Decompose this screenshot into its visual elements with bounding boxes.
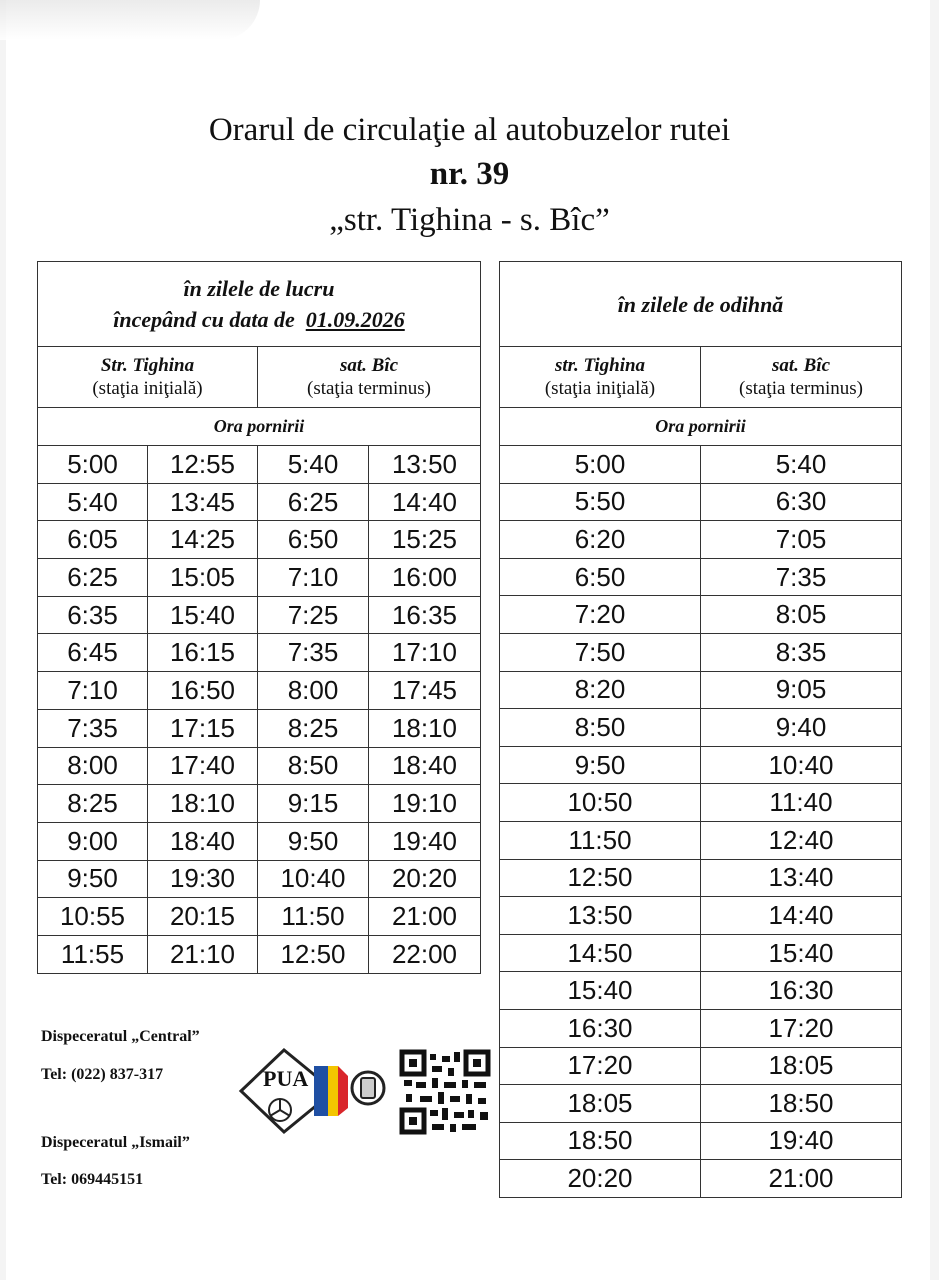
weekends-row [500, 1160, 902, 1198]
weekends-row [500, 1085, 902, 1123]
weekdays-time-cell: 15:25 [369, 521, 481, 559]
weekends-time-cell: 18:05 [701, 1047, 902, 1085]
weekdays-row [38, 446, 481, 484]
weekdays-time-cell: 20:15 [148, 898, 258, 936]
route-name: „str. Tighina - s. Bîc” [329, 202, 610, 238]
weekends-row [500, 821, 902, 859]
weekends-row [500, 633, 902, 671]
weekdays-time-cell: 19:10 [369, 785, 481, 823]
weekdays-time-cell: 5:40 [38, 483, 148, 521]
weekdays-time-cell: 13:45 [148, 483, 258, 521]
weekdays-row [38, 521, 481, 559]
weekdays-time-cell: 17:15 [148, 709, 258, 747]
weekend-col-bic [701, 347, 902, 408]
weekends-time-cell: 19:40 [701, 1122, 902, 1160]
weekends-time-cell: 5:00 [500, 446, 701, 484]
dispatcher-ismail-phone: Tel: 069445151 [41, 1171, 144, 1188]
weekends-time-cell: 6:30 [701, 483, 902, 521]
weekdays-time-cell: 9:50 [38, 860, 148, 898]
weekends-time-cell: 7:50 [500, 633, 701, 671]
weekdays-time-cell: 7:10 [258, 559, 369, 597]
weekdays-time-cell: 8:25 [258, 709, 369, 747]
weekends-time-cell: 18:50 [701, 1085, 902, 1123]
weekdays-time-cell: 12:55 [148, 446, 258, 484]
weekdays-row [38, 935, 481, 973]
weekdays-time-cell: 6:45 [38, 634, 148, 672]
weekdays-time-cell: 14:40 [369, 483, 481, 521]
weekends-time-cell: 14:40 [701, 897, 902, 935]
weekdays-time-cell: 18:40 [369, 747, 481, 785]
weekends-time-cell: 10:50 [500, 784, 701, 822]
weekdays-row [38, 822, 481, 860]
weekday-start-date: 01.09.2026 [305, 307, 405, 332]
weekdays-time-cell: 8:00 [258, 672, 369, 710]
weekdays-time-cell: 17:40 [148, 747, 258, 785]
weekdays-time-cell: 5:40 [258, 446, 369, 484]
weekdays-row [38, 483, 481, 521]
weekday-heading [38, 262, 481, 347]
weekdays-row [38, 634, 481, 672]
dispatcher-central-phone: Tel: (022) 837-317 [41, 1066, 164, 1083]
weekdays-time-cell: 10:55 [38, 898, 148, 936]
weekends-row [500, 934, 902, 972]
dispatcher-central: Dispeceratul „Central” [41, 1028, 200, 1045]
weekends-time-cell: 12:40 [701, 821, 902, 859]
weekdays-time-cell: 8:25 [38, 785, 148, 823]
weekday-schedule-table [37, 261, 481, 974]
weekday-departure-label: Ora pornirii [38, 408, 481, 446]
weekdays-row [38, 898, 481, 936]
weekends-time-cell: 16:30 [701, 972, 902, 1010]
weekdays-time-cell: 9:15 [258, 785, 369, 823]
weekdays-row [38, 709, 481, 747]
weekdays-time-cell: 13:50 [369, 446, 481, 484]
weekdays-time-cell: 16:35 [369, 596, 481, 634]
weekends-row [500, 1122, 902, 1160]
weekdays-time-cell: 14:25 [148, 521, 258, 559]
weekdays-time-cell: 18:10 [369, 709, 481, 747]
weekdays-time-cell: 8:00 [38, 747, 148, 785]
dispatcher-ismail: Dispeceratul „Ismail” [41, 1134, 190, 1151]
weekdays-time-cell: 9:50 [258, 822, 369, 860]
pua-logo-text: PUA [263, 1066, 309, 1091]
weekdays-time-cell: 17:45 [369, 672, 481, 710]
weekdays-time-cell: 7:35 [258, 634, 369, 672]
weekdays-row [38, 559, 481, 597]
weekends-time-cell: 14:50 [500, 934, 701, 972]
weekdays-time-cell: 22:00 [369, 935, 481, 973]
weekend-col-bic-name: sat. Bîc [771, 355, 831, 376]
weekday-start-label: începând cu data de [113, 307, 295, 332]
weekends-time-cell: 5:50 [500, 483, 701, 521]
weekends-time-cell: 21:00 [701, 1160, 902, 1198]
weekends-time-cell: 15:40 [500, 972, 701, 1010]
weekdays-time-cell: 7:25 [258, 596, 369, 634]
weekdays-time-cell: 12:50 [258, 935, 369, 973]
weekends-row [500, 1009, 902, 1047]
weekdays-time-cell: 6:05 [38, 521, 148, 559]
weekends-row [500, 784, 902, 822]
weekdays-row [38, 747, 481, 785]
weekends-row [500, 446, 902, 484]
weekdays-time-cell: 18:10 [148, 785, 258, 823]
weekends-time-cell: 9:50 [500, 746, 701, 784]
weekends-time-cell: 17:20 [701, 1009, 902, 1047]
weekends-time-cell: 9:05 [701, 671, 902, 709]
weekend-schedule-table [499, 261, 902, 1198]
weekends-row [500, 671, 902, 709]
weekdays-time-cell: 16:00 [369, 559, 481, 597]
weekend-col-tighina-name: str. Tighina [554, 355, 646, 376]
weekday-col-bic-name: sat. Bîc [339, 355, 399, 376]
weekends-time-cell: 6:20 [500, 521, 701, 559]
weekends-row [500, 859, 902, 897]
weekdays-row [38, 672, 481, 710]
weekends-time-cell: 17:20 [500, 1047, 701, 1085]
weekends-row [500, 1047, 902, 1085]
weekends-time-cell: 9:40 [701, 709, 902, 747]
pua-logo [236, 1046, 496, 1136]
phone-icon [352, 1072, 384, 1104]
weekends-time-cell: 7:35 [701, 558, 902, 596]
weekdays-time-cell: 19:40 [369, 822, 481, 860]
weekend-col-tighina [500, 347, 701, 408]
weekdays-time-cell: 16:15 [148, 634, 258, 672]
weekdays-time-cell: 16:50 [148, 672, 258, 710]
weekdays-time-cell: 5:00 [38, 446, 148, 484]
weekdays-time-cell: 10:40 [258, 860, 369, 898]
weekdays-time-cell: 11:50 [258, 898, 369, 936]
weekends-time-cell: 8:50 [500, 709, 701, 747]
weekdays-time-cell: 6:35 [38, 596, 148, 634]
blurred-corner [0, 0, 260, 40]
weekends-row [500, 596, 902, 634]
weekends-row [500, 521, 902, 559]
weekdays-time-cell: 6:50 [258, 521, 369, 559]
route-number: nr. 39 [429, 156, 510, 192]
weekdays-time-cell: 11:55 [38, 935, 148, 973]
weekday-col-tighina-name: Str. Tighina [100, 355, 195, 376]
weekdays-time-cell: 20:20 [369, 860, 481, 898]
weekends-time-cell: 11:50 [500, 821, 701, 859]
weekends-time-cell: 15:40 [701, 934, 902, 972]
weekends-time-cell: 18:50 [500, 1122, 701, 1160]
weekdays-time-cell: 7:10 [38, 672, 148, 710]
weekend-departure-label: Ora pornirii [500, 408, 902, 446]
weekends-time-cell: 10:40 [701, 746, 902, 784]
weekdays-time-cell: 6:25 [38, 559, 148, 597]
weekends-time-cell: 13:40 [701, 859, 902, 897]
weekdays-time-cell: 9:00 [38, 822, 148, 860]
weekends-row [500, 483, 902, 521]
weekends-row [500, 897, 902, 935]
weekends-row [500, 746, 902, 784]
weekdays-row [38, 860, 481, 898]
weekday-col-tighina-note: (staţia iniţială) [92, 378, 203, 399]
weekdays-time-cell: 21:00 [369, 898, 481, 936]
pua-emblem [241, 1050, 348, 1132]
weekdays-time-cell: 7:35 [38, 709, 148, 747]
weekends-time-cell: 5:40 [701, 446, 902, 484]
weekdays-time-cell: 6:25 [258, 483, 369, 521]
weekends-time-cell: 8:20 [500, 671, 701, 709]
weekdays-time-cell: 19:30 [148, 860, 258, 898]
weekdays-time-cell: 17:10 [369, 634, 481, 672]
weekend-heading: în zilele de odihnă [500, 262, 902, 347]
qr-code-icon [402, 1052, 488, 1132]
weekends-time-cell: 13:50 [500, 897, 701, 935]
weekends-row [500, 972, 902, 1010]
weekdays-time-cell: 15:05 [148, 559, 258, 597]
weekend-col-bic-note: (staţia terminus) [739, 378, 863, 399]
weekdays-time-cell: 21:10 [148, 935, 258, 973]
weekdays-row [38, 785, 481, 823]
weekday-heading-line2 [38, 304, 480, 335]
weekdays-time-cell: 15:40 [148, 596, 258, 634]
weekdays-row [38, 596, 481, 634]
weekends-time-cell: 11:40 [701, 784, 902, 822]
weekends-time-cell: 12:50 [500, 859, 701, 897]
weekends-row [500, 558, 902, 596]
weekday-col-tighina [38, 347, 258, 408]
weekends-time-cell: 18:05 [500, 1085, 701, 1123]
title-block [0, 108, 939, 244]
weekends-row [500, 709, 902, 747]
weekday-col-bic-note: (staţia terminus) [307, 378, 431, 399]
weekdays-time-cell: 8:50 [258, 747, 369, 785]
weekend-col-tighina-note: (staţia iniţială) [544, 378, 656, 399]
weekends-time-cell: 6:50 [500, 558, 701, 596]
weekdays-time-cell: 18:40 [148, 822, 258, 860]
weekday-col-bic [258, 347, 481, 408]
weekends-time-cell: 16:30 [500, 1009, 701, 1047]
weekday-heading-line1: în zilele de lucru [183, 276, 335, 301]
weekends-time-cell: 20:20 [500, 1160, 701, 1198]
weekends-time-cell: 8:35 [701, 633, 902, 671]
title-line-1: Orarul de circulaţie al autobuzelor rutei [208, 112, 731, 148]
weekends-time-cell: 7:05 [701, 521, 902, 559]
weekends-time-cell: 7:20 [500, 596, 701, 634]
weekends-time-cell: 8:05 [701, 596, 902, 634]
